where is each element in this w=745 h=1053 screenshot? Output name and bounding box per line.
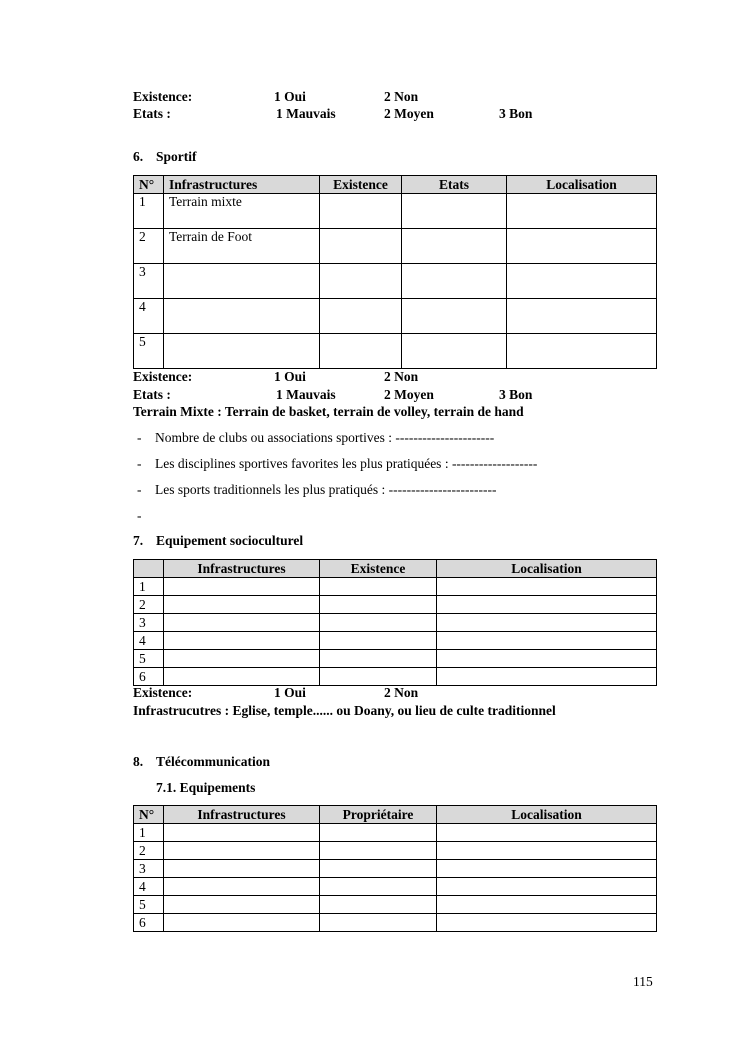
header-existence: Existence: [320, 176, 402, 194]
section-7-number: 7.: [133, 533, 144, 548]
row-etats-cell[interactable]: [402, 299, 507, 334]
bullet-dash: -: [137, 482, 142, 497]
etats-label: Etats :: [133, 106, 171, 121]
row-num: 2: [134, 229, 164, 264]
header-num: N°: [134, 806, 164, 824]
row-num: 6: [134, 668, 164, 686]
header-num: N°: [134, 176, 164, 194]
row-infrastructure-cell[interactable]: [164, 824, 320, 842]
row-infrastructure-cell[interactable]: [164, 842, 320, 860]
table-header-row: [134, 560, 657, 578]
etats-option-mauvais: 1 Mauvais: [276, 387, 336, 402]
row-localisation-cell[interactable]: [437, 842, 657, 860]
telecommunication-table: [133, 805, 657, 932]
row-infrastructure-cell[interactable]: [164, 860, 320, 878]
header-infrastructures: Infrastructures: [164, 806, 320, 824]
header-infrastructures: Infrastructures: [164, 560, 320, 578]
existence-label: Existence:: [133, 89, 193, 104]
row-localisation-cell[interactable]: [437, 650, 657, 668]
sportif-table: [133, 175, 657, 369]
row-num: 6: [134, 914, 164, 932]
row-existence-cell[interactable]: [320, 614, 437, 632]
row-infrastructure-cell[interactable]: [164, 896, 320, 914]
section-8-title: Télécommunication: [156, 754, 270, 769]
section-6-number: 6.: [133, 149, 144, 164]
bullet-dash: -: [137, 508, 142, 523]
row-localisation-cell[interactable]: [507, 229, 657, 264]
table-row: [134, 229, 657, 264]
row-proprietaire-cell[interactable]: [320, 896, 437, 914]
table-row: [134, 299, 657, 334]
bullet-dash: -: [137, 430, 142, 445]
header-localisation: Localisation: [507, 176, 657, 194]
row-existence-cell[interactable]: [320, 668, 437, 686]
row-existence-cell[interactable]: [320, 299, 402, 334]
etats-option-moyen: 2 Moyen: [384, 387, 434, 402]
row-localisation-cell[interactable]: [437, 878, 657, 896]
row-existence-cell[interactable]: [320, 194, 402, 229]
row-localisation-cell[interactable]: [437, 614, 657, 632]
row-num: 1: [134, 194, 164, 229]
row-localisation-cell[interactable]: [437, 824, 657, 842]
table-row: [134, 914, 657, 932]
socioculturel-table: [133, 559, 657, 686]
row-infrastructure: Terrain mixte: [164, 194, 320, 229]
etats-option-moyen: 2 Moyen: [384, 106, 434, 121]
infrastructures-note: Infrastrucutres : Eglise, temple...... ou Doany, ou lieu de culte traditionnel: [133, 703, 556, 718]
bullet-clubs: Nombre de clubs ou associations sportives : ----------------------: [155, 430, 495, 445]
row-existence-cell[interactable]: [320, 650, 437, 668]
etats-label: Etats :: [133, 387, 171, 402]
table-row: [134, 668, 657, 686]
header-empty: [134, 560, 164, 578]
page-number: 115: [633, 974, 653, 989]
row-infrastructure-cell[interactable]: [164, 668, 320, 686]
bullet-dash: -: [137, 456, 142, 471]
header-existence: Existence: [320, 560, 437, 578]
bullet-disciplines: Les disciplines sportives favorites les plus pratiquées : -------------------: [155, 456, 538, 471]
row-localisation-cell[interactable]: [507, 194, 657, 229]
header-localisation: Localisation: [437, 806, 657, 824]
existence-option-oui: 1 Oui: [274, 89, 306, 104]
row-infrastructure-cell[interactable]: [164, 614, 320, 632]
section-8-number: 8.: [133, 754, 144, 769]
existence-option-non: 2 Non: [384, 89, 419, 104]
terrain-mixte-note: Terrain Mixte : Terrain de basket, terrain de volley, terrain de hand: [133, 404, 524, 419]
row-localisation-cell[interactable]: [507, 299, 657, 334]
bullet-traditional-sports: Les sports traditionnels les plus pratiqués : ------------------------: [155, 482, 497, 497]
table-row: [134, 896, 657, 914]
row-localisation-cell[interactable]: [437, 860, 657, 878]
row-localisation-cell[interactable]: [437, 632, 657, 650]
row-infrastructure-cell[interactable]: [164, 878, 320, 896]
header-proprietaire: Propriétaire: [320, 806, 437, 824]
row-infrastructure-cell[interactable]: [164, 596, 320, 614]
row-localisation-cell[interactable]: [437, 596, 657, 614]
table-row: [134, 842, 657, 860]
header-localisation: Localisation: [437, 560, 657, 578]
etats-option-bon: 3 Bon: [499, 387, 533, 402]
existence-option-oui: 1 Oui: [274, 685, 306, 700]
etats-option-bon: 3 Bon: [499, 106, 533, 121]
row-existence-cell[interactable]: [320, 264, 402, 299]
row-existence-cell[interactable]: [320, 334, 402, 369]
table-row: [134, 194, 657, 229]
row-num: 2: [134, 842, 164, 860]
existence-label: Existence:: [133, 369, 193, 384]
row-infrastructure[interactable]: [164, 264, 320, 299]
row-proprietaire-cell[interactable]: [320, 878, 437, 896]
row-proprietaire-cell[interactable]: [320, 914, 437, 932]
row-localisation-cell[interactable]: [507, 264, 657, 299]
row-proprietaire-cell[interactable]: [320, 824, 437, 842]
row-num: 3: [134, 264, 164, 299]
row-num: 4: [134, 878, 164, 896]
table-row: [134, 878, 657, 896]
subsection-equipements-title: 7.1. Equipements: [156, 780, 256, 795]
row-localisation-cell[interactable]: [437, 578, 657, 596]
table-row: [134, 264, 657, 299]
table-row: [134, 596, 657, 614]
table-row: [134, 334, 657, 369]
row-etats-cell[interactable]: [402, 229, 507, 264]
row-num: 3: [134, 860, 164, 878]
existence-option-non: 2 Non: [384, 369, 419, 384]
row-localisation-cell[interactable]: [507, 334, 657, 369]
row-localisation-cell[interactable]: [437, 896, 657, 914]
section-6-title: Sportif: [156, 149, 197, 164]
row-etats-cell[interactable]: [402, 194, 507, 229]
row-num: 5: [134, 650, 164, 668]
row-existence-cell[interactable]: [320, 229, 402, 264]
row-num: 1: [134, 578, 164, 596]
row-etats-cell[interactable]: [402, 264, 507, 299]
table-row: [134, 824, 657, 842]
table-row: [134, 614, 657, 632]
row-num: 5: [134, 334, 164, 369]
existence-option-non: 2 Non: [384, 685, 419, 700]
row-num: 5: [134, 896, 164, 914]
row-num: 2: [134, 596, 164, 614]
section-7-title: Equipement socioculturel: [156, 533, 304, 548]
row-localisation-cell[interactable]: [437, 914, 657, 932]
table-header-row: [134, 806, 657, 824]
table-row: [134, 650, 657, 668]
row-infrastructure[interactable]: [164, 334, 320, 369]
row-infrastructure-cell[interactable]: [164, 650, 320, 668]
row-infrastructure-cell[interactable]: [164, 578, 320, 596]
existence-label: Existence:: [133, 685, 193, 700]
row-etats-cell[interactable]: [402, 334, 507, 369]
row-infrastructure-cell[interactable]: [164, 632, 320, 650]
row-num: 4: [134, 299, 164, 334]
header-etats: Etats: [402, 176, 507, 194]
row-existence-cell[interactable]: [320, 632, 437, 650]
row-num: 1: [134, 824, 164, 842]
table-row: [134, 578, 657, 596]
row-infrastructure-cell[interactable]: [164, 914, 320, 932]
row-existence-cell[interactable]: [320, 578, 437, 596]
table-header-row: [134, 176, 657, 194]
row-infrastructure[interactable]: [164, 299, 320, 334]
table-row: [134, 860, 657, 878]
etats-option-mauvais: 1 Mauvais: [276, 106, 336, 121]
existence-option-oui: 1 Oui: [274, 369, 306, 384]
row-proprietaire-cell[interactable]: [320, 842, 437, 860]
row-proprietaire-cell[interactable]: [320, 860, 437, 878]
header-infrastructures: Infrastructures: [164, 176, 320, 194]
table-row: [134, 632, 657, 650]
row-localisation-cell[interactable]: [437, 668, 657, 686]
row-existence-cell[interactable]: [320, 596, 437, 614]
row-infrastructure: Terrain de Foot: [164, 229, 320, 264]
row-num: 3: [134, 614, 164, 632]
row-num: 4: [134, 632, 164, 650]
